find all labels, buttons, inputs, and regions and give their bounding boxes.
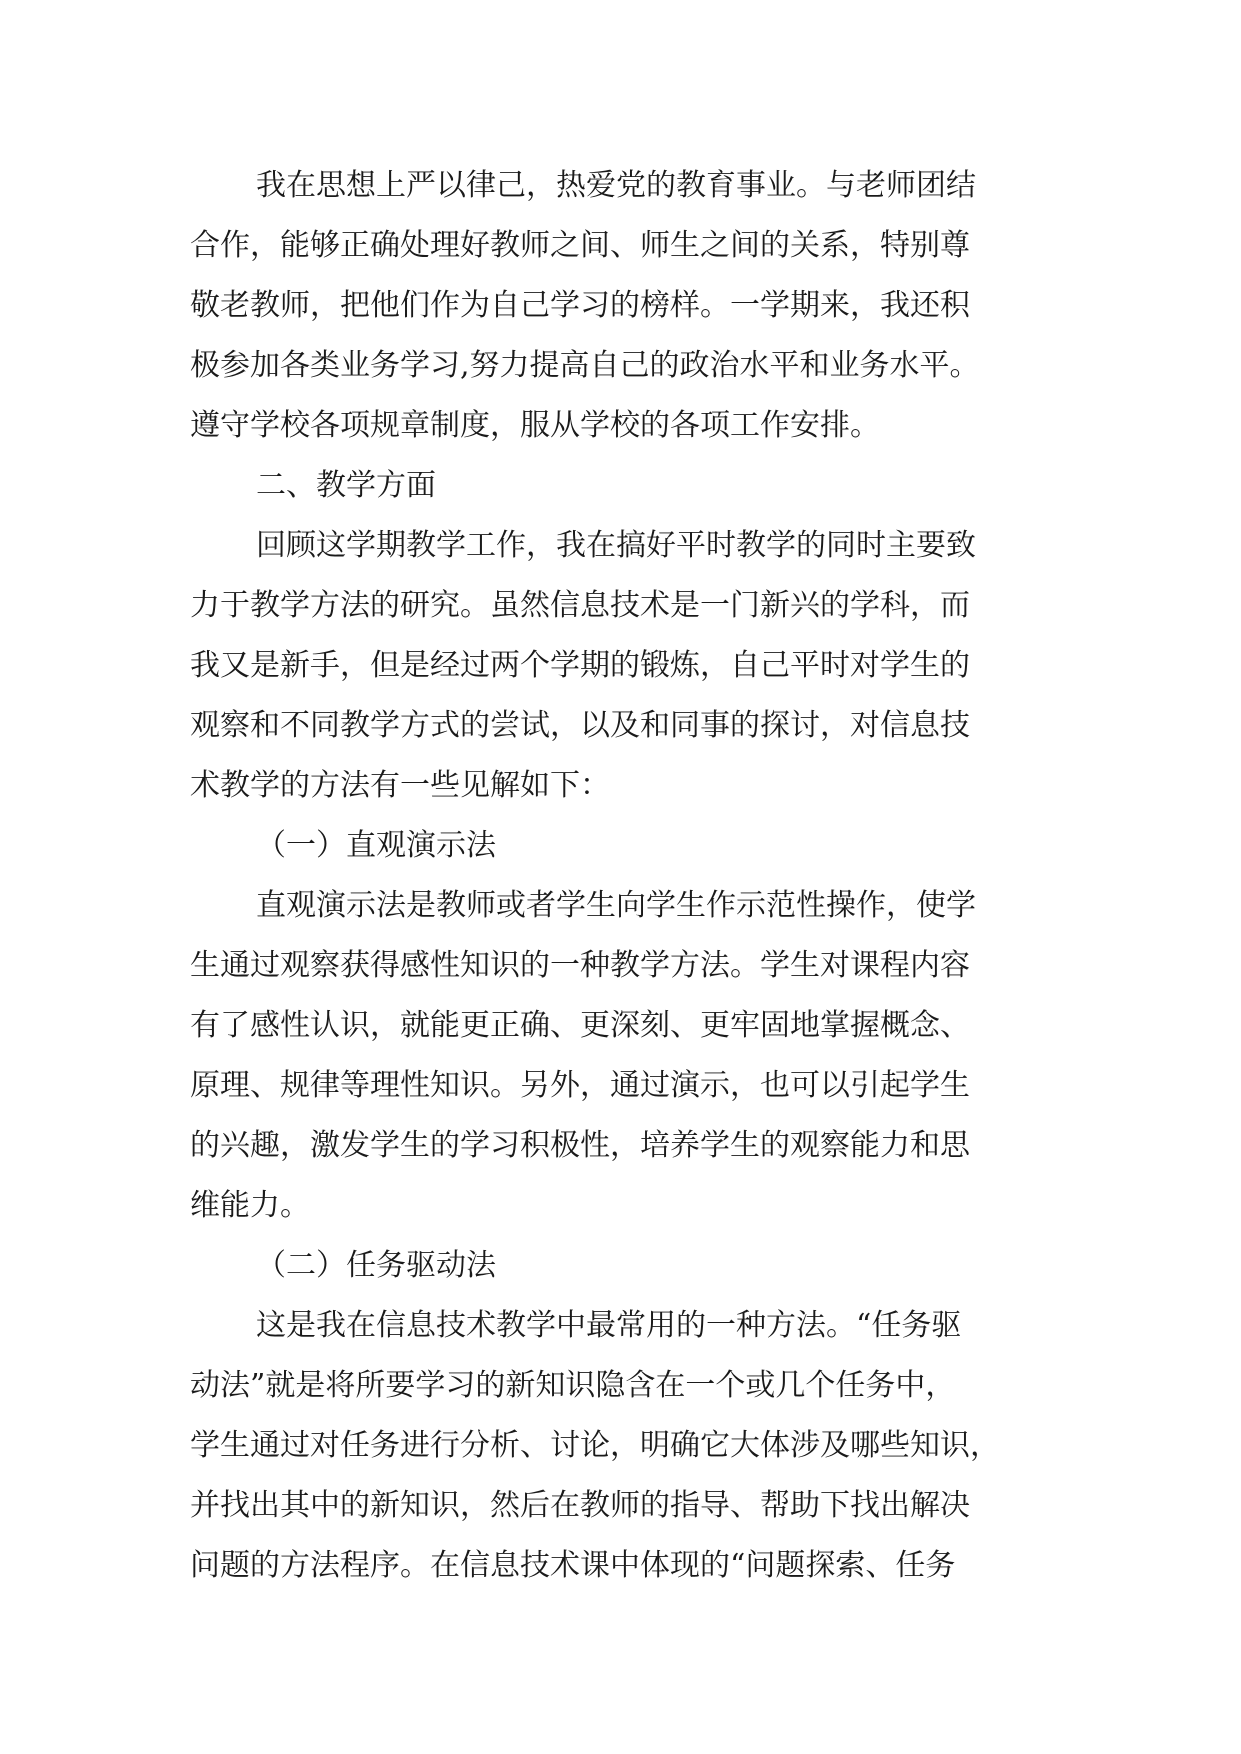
paragraph-line: 回顾这学期教学工作，我在搞好平时教学的同时主要致 [256, 528, 976, 563]
paragraph-line: 学生通过对任务进行分析、讨论，明确它大体涉及哪些知识， [190, 1428, 1000, 1463]
paragraph-line: 直观演示法是教师或者学生向学生作示范性操作，使学 [256, 888, 976, 923]
paragraph-line: 敬老教师，把他们作为自己学习的榜样。一学期来，我还积 [190, 288, 970, 323]
paragraph-line: 并找出其中的新知识，然后在教师的指导、帮助下找出解决 [190, 1488, 970, 1523]
paragraph-line: 动法”就是将所要学习的新知识隐含在一个或几个任务中， [190, 1368, 956, 1403]
paragraph-line: 的兴趣，激发学生的学习积极性，培养学生的观察能力和思 [190, 1128, 970, 1163]
paragraph-line: 合作，能够正确处理好教师之间、师生之间的关系，特别尊 [190, 228, 970, 263]
paragraph-line: 有了感性认识，就能更正确、更深刻、更牢固地掌握概念、 [190, 1008, 970, 1043]
document-body [190, 156, 1070, 1596]
paragraph-line: 原理、规律等理性知识。另外，通过演示，也可以引起学生 [190, 1068, 970, 1103]
paragraph-line: 我又是新手，但是经过两个学期的锻炼，自己平时对学生的 [190, 648, 970, 683]
paragraph-line: 力于教学方法的研究。虽然信息技术是一门新兴的学科，而 [190, 588, 970, 623]
paragraph-line: 遵守学校各项规章制度，服从学校的各项工作安排。 [190, 408, 880, 443]
paragraph-line: 极参加各类业务学习,努力提高自己的政治水平和业务水平。 [190, 348, 980, 383]
subsection-heading: （一）直观演示法 [256, 828, 496, 863]
paragraph-line: 这是我在信息技术教学中最常用的一种方法。“任务驱 [256, 1308, 962, 1343]
section-heading: 二、教学方面 [256, 468, 436, 503]
paragraph-line: 维能力。 [190, 1188, 310, 1223]
paragraph-line: 生通过观察获得感性知识的一种教学方法。学生对课程内容 [190, 948, 970, 983]
paragraph-line: 我在思想上严以律己，热爱党的教育事业。与老师团结 [256, 168, 976, 203]
paragraph-line: 问题的方法程序。在信息技术课中体现的“问题探索、任务 [190, 1548, 956, 1583]
paragraph-line: 观察和不同教学方式的尝试，以及和同事的探讨，对信息技 [190, 708, 970, 743]
paragraph-line: 术教学的方法有一些见解如下： [190, 768, 610, 803]
subsection-heading: （二）任务驱动法 [256, 1248, 496, 1283]
